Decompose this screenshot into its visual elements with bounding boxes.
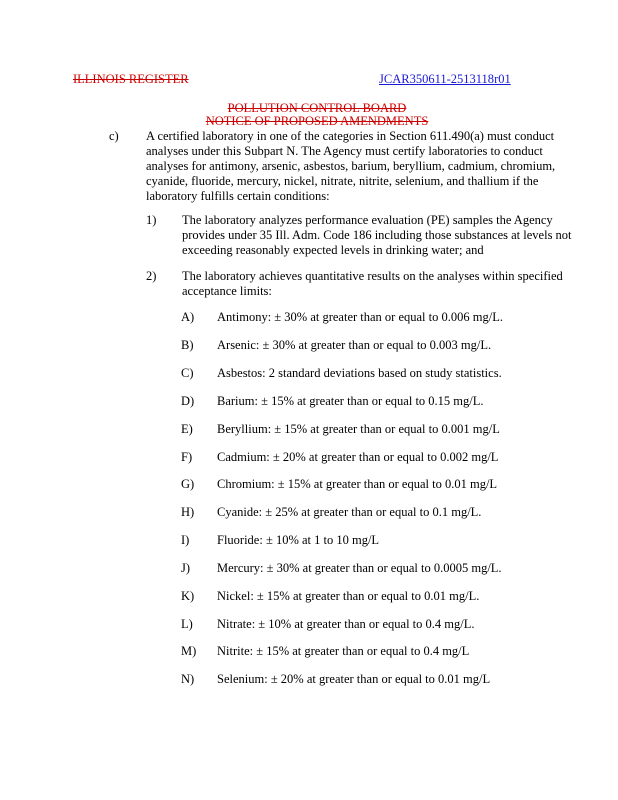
limit-letter: J)	[181, 561, 191, 575]
limit-text: Selenium: ± 20% at greater than or equal to 0.01 mg/L	[217, 672, 491, 686]
jcar-reference[interactable]	[379, 72, 511, 87]
limit-letter: A)	[181, 310, 195, 324]
item-1-label: 1)	[146, 213, 157, 227]
section-c-label: c)	[109, 129, 119, 143]
limit-text: Nickel: ± 15% at greater than or equal to 0.01 mg/L.	[217, 589, 480, 603]
register-header: ILLINOIS REGISTER	[73, 72, 189, 86]
limit-text: Cyanide: ± 25% at greater than or equal to 0.1 mg/L.	[217, 505, 482, 519]
limit-text: Beryllium: ± 15% at greater than or equal to 0.001 mg/L	[217, 422, 500, 436]
limit-text: Fluoride: ± 10% at 1 to 10 mg/L	[217, 533, 380, 547]
notice-title: NOTICE OF PROPOSED AMENDMENTS	[205, 114, 429, 128]
limit-text: Arsenic: ± 30% at greater than or equal to 0.003 mg/L.	[217, 338, 492, 352]
limit-letter: H)	[181, 505, 195, 519]
limit-letter: G)	[181, 477, 195, 491]
item-2-text: The laboratory achieves quantitative results on the analyses within specified acceptance limits:	[182, 269, 563, 298]
limit-letter: D)	[181, 394, 195, 408]
limit-text: Nitrite: ± 15% at greater than or equal to 0.4 mg/L	[217, 644, 470, 658]
item-1-text: The laboratory analyzes performance evaluation (PE) samples the Agency provides under 35 Ill. Adm. Code 186 including those substances at levels not exceeding reasonably expected levels in drinking water; and	[182, 213, 572, 257]
limit-letter: L)	[181, 617, 193, 631]
limit-letter: C)	[181, 366, 194, 380]
limit-letter: N)	[181, 672, 195, 686]
limit-text: Asbestos: 2 standard deviations based on study statistics.	[217, 366, 502, 380]
limit-text: Cadmium: ± 20% at greater than or equal to 0.002 mg/L	[217, 450, 499, 464]
limit-text: Antimony: ± 30% at greater than or equal to 0.006 mg/L.	[217, 310, 503, 324]
jcar-reference-suffix: r01	[494, 72, 511, 86]
item-2-label: 2)	[146, 269, 157, 283]
limit-letter: K)	[181, 589, 195, 603]
limit-text: Mercury: ± 30% at greater than or equal to 0.0005 mg/L.	[217, 561, 502, 575]
limit-letter: B)	[181, 338, 194, 352]
limit-text: Chromium: ± 15% at greater than or equal to 0.01 mg/L	[217, 477, 498, 491]
limit-letter: E)	[181, 422, 193, 436]
limit-letter: M)	[181, 644, 197, 658]
limit-text: Nitrate: ± 10% at greater than or equal to 0.4 mg/L.	[217, 617, 475, 631]
limit-text: Barium: ± 15% at greater than or equal to 0.15 mg/L.	[217, 394, 484, 408]
jcar-reference-main: JCAR350611-2513118	[379, 72, 495, 86]
section-c-text: A certified laboratory in one of the categories in Section 611.490(a) must conduct analyses under this Subpart N. The Agency must certify laboratories to conduct analyses for antimony, arsenic, asbestos, barium, beryllium, cadmium, chromium, cyanide, fluoride, mercury, nickel, nitrate, nitrite, selenium, and thallium if the laboratory fulfills certain conditions:	[146, 129, 556, 203]
limit-letter: I)	[181, 533, 190, 547]
board-title: POLLUTION CONTROL BOARD	[227, 101, 407, 115]
limit-letter: F)	[181, 450, 193, 464]
